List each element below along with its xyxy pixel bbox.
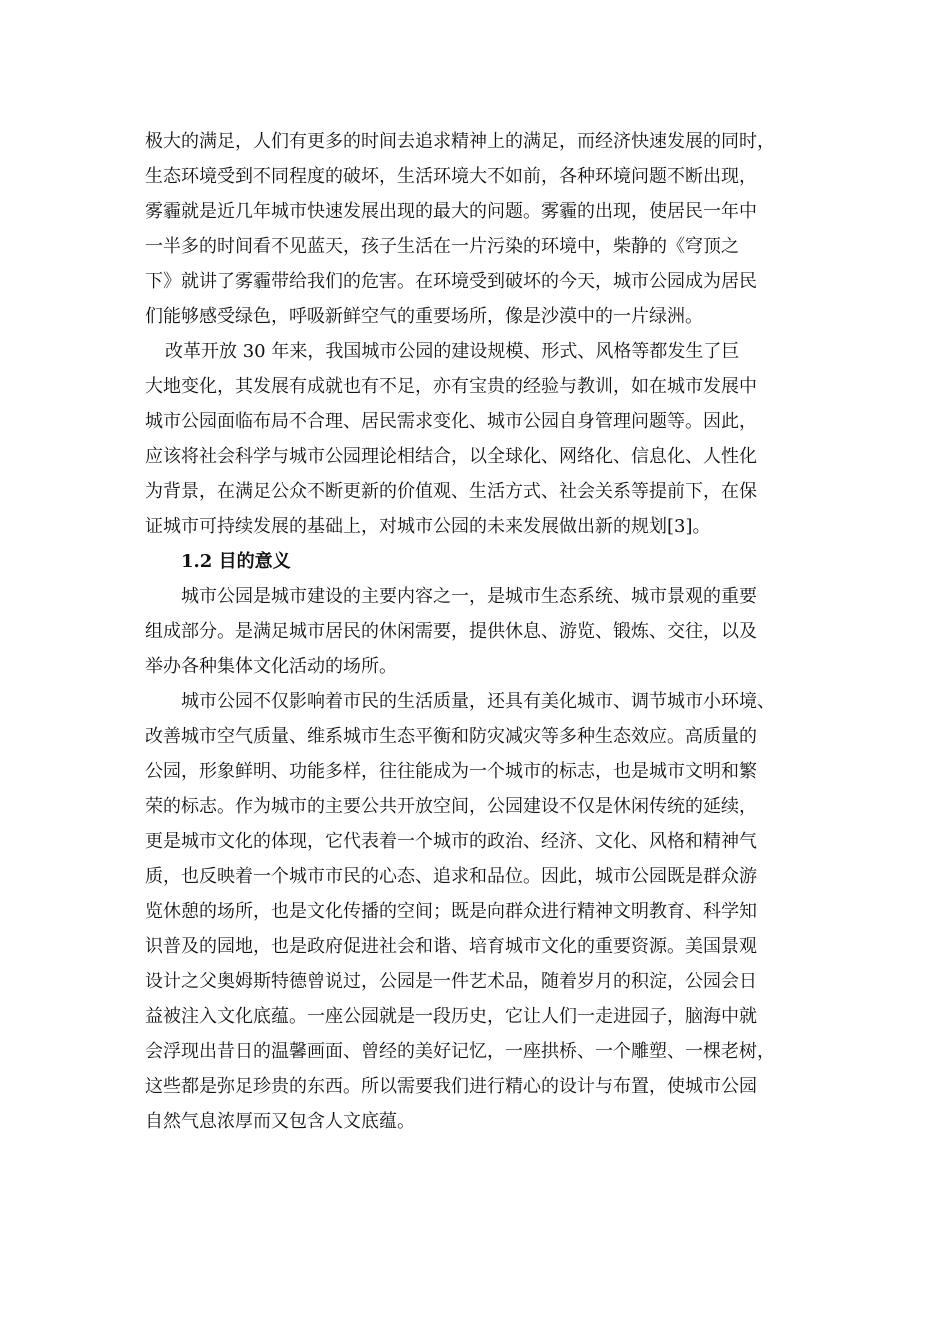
text-line: 极大的满足，人们有更多的时间去追求精神上的满足，而经济快速发展的同时，	[145, 131, 775, 152]
text-line: 自然气息浓厚而又包含人文底蕴。	[145, 1111, 415, 1132]
text-line: 雾霾就是近几年城市快速发展出现的最大的问题。雾霾的出现，使居民一年中	[145, 201, 757, 222]
text-line: 会浮现出昔日的温馨画面、曾经的美好记忆，一座拱桥、一个雕塑、一棵老树，	[145, 1041, 775, 1062]
text-line: 举办各种集体文化活动的场所。	[145, 656, 397, 677]
text-line: 这些都是弥足珍贵的东西。所以需要我们进行精心的设计与布置，使城市公园	[145, 1076, 757, 1097]
text-line: 更是城市文化的体现，它代表着一个城市的政治、经济、文化、风格和精神气	[145, 831, 757, 852]
text-line: 益被注入文化底蕴。一座公园就是一段历史，它让人们一走进园子，脑海中就	[145, 1006, 757, 1027]
text-line: 设计之父奥姆斯特德曾说过，公园是一件艺术品，随着岁月的积淀，公园会日	[145, 971, 757, 992]
text-line: 城市公园面临布局不合理、居民需求变化、城市公园自身管理问题等。因此，	[145, 411, 757, 432]
text-line: 组成部分。是满足城市居民的休闲需要，提供休息、游览、锻炼、交往，以及	[145, 621, 757, 642]
text-line: 改革开放 30 年来，我国城市公园的建设规模、形式、风格等都发生了巨	[165, 341, 740, 362]
text-line: 应该将社会科学与城市公园理论相结合，以全球化、网络化、信息化、人性化	[145, 446, 757, 467]
text-line: 生态环境受到不同程度的破坏，生活环境大不如前，各种环境问题不断出现，	[145, 166, 757, 187]
text-line: 公园，形象鲜明、功能多样，往往能成为一个城市的标志，也是城市文明和繁	[145, 761, 757, 782]
text-line: 荣的标志。作为城市的主要公共开放空间，公园建设不仅是休闲传统的延续，	[145, 796, 757, 817]
text-line: 览休憩的场所，也是文化传播的空间；既是向群众进行精神文明教育、科学知	[145, 901, 757, 922]
text-line: 质，也反映着一个城市市民的心态、追求和品位。因此，城市公园既是群众游	[145, 866, 757, 887]
text-line: 一半多的时间看不见蓝天，孩子生活在一片污染的环境中，柴静的《穹顶之	[145, 236, 739, 257]
text-line: 改善城市空气质量、维系城市生态平衡和防灾减灾等多种生态效应。高质量的	[145, 726, 757, 747]
text-line: 证城市可持续发展的基础上，对城市公园的未来发展做出新的规划[3]。	[145, 516, 711, 537]
text-line: 下》就讲了雾霾带给我们的危害。在环境受到破坏的今天，城市公园成为居民	[145, 271, 757, 292]
text-line: 为背景，在满足公众不断更新的价值观、生活方式、社会关系等提前下，在保	[145, 481, 757, 502]
text-line: 们能够感受绿色，呼吸新鲜空气的重要场所，像是沙漠中的一片绿洲。	[145, 306, 703, 327]
text-line: 大地变化，其发展有成就也有不足，亦有宝贵的经验与教训，如在城市发展中	[145, 376, 757, 397]
section-heading: 1.2 目的意义	[181, 551, 291, 572]
text-line: 城市公园不仅影响着市民的生活质量，还具有美化城市、调节城市小环境、	[181, 691, 775, 712]
text-line: 识普及的园地，也是政府促进社会和谐、培育城市文化的重要资源。美国景观	[145, 936, 757, 957]
text-line: 城市公园是城市建设的主要内容之一，是城市生态系统、城市景观的重要	[181, 586, 757, 607]
